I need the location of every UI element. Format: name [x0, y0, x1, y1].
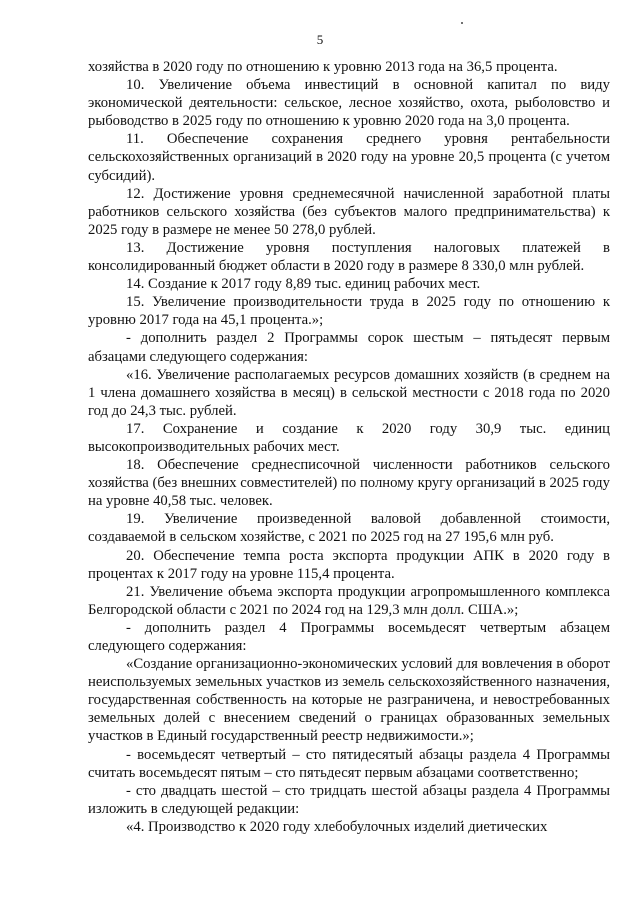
- paragraph-4: 12. Достижение уровня среднемесячной начисленной заработной платы работников сельского хозяйства (без субъектов малого предпринимательства) к 2025 году в размере не менее 50 278,0 рублей.: [88, 185, 610, 238]
- paragraph-8: - дополнить раздел 2 Программы сорок шестым – пятьдесят первым абзацами следующего содержания:: [88, 330, 610, 365]
- page-number: 5: [316, 32, 324, 47]
- document-body: [88, 58, 610, 836]
- paragraph-7: 15. Увеличение производительности труда в 2025 году по отношению к уровню 2017 года на 45,1 процента.»;: [88, 294, 610, 329]
- paragraph-1: хозяйства в 2020 году по отношению к уровню 2013 года на 36,5 процента.: [88, 59, 558, 75]
- paragraph-15: - дополнить раздел 4 Программы восемьдесят четвертым абзацем следующего содержания:: [88, 619, 610, 654]
- paragraph-11: 18. Обеспечение среднесписочной численности работников сельского хозяйства (без внешних совместителей) по полному кругу организаций в 2025 году на уровне 40,58 тыс. человек.: [88, 457, 610, 510]
- paragraph-19: «4. Производство к 2020 году хлебобулочных изделий диетических: [126, 818, 548, 835]
- paragraph-14: 21. Увеличение объема экспорта продукции агропромышленного комплекса Белгородской области с 2021 по 2024 год на 129,3 млн долл. США.»;: [88, 583, 610, 618]
- paragraph-9: «16. Увеличение располагаемых ресурсов домашних хозяйств (в среднем на 1 члена домашнего хозяйства в месяц) в сельской местности с 2018 года по 2020 год до 24,3 тыс. рублей.: [88, 366, 610, 419]
- paragraph-18: - сто двадцать шестой – сто тридцать шестой абзацы раздела 4 Программы изложить в следующей редакции:: [88, 782, 610, 817]
- paragraph-10: 17. Сохранение и создание к 2020 году 30,9 тыс. единиц высокопроизводительных рабочих мест.: [88, 420, 610, 455]
- paragraph-12: 19. Увеличение произведенной валовой добавленной стоимости, создаваемой в сельском хозяйстве, с 2021 по 2025 год на 27 195,6 млн руб.: [88, 511, 610, 546]
- paragraph-16: «Создание организационно-экономических условий для вовлечения в оборот неиспользуемых земельных участков из земель сельскохозяйственного назначения, государственная собственность на которые не разграничена, и невостребованных земельных долей с внесением сведений о границах образованных земельных участков в Единый государственный реестр недвижимости.»;: [88, 656, 610, 745]
- paragraph-17: - восемьдесят четвертый – сто пятидесятый абзацы раздела 4 Программы считать восемьдесят пятым – сто пятьдесят первым абзацами соответственно;: [88, 746, 610, 781]
- paragraph-6: 14. Создание к 2017 году 8,89 тыс. единиц рабочих мест.: [126, 276, 481, 293]
- paragraph-3: 11. Обеспечение сохранения среднего уровня рентабельности сельскохозяйственных организаций в 2020 году на уровне 20,5 процента (с учетом субсидий).: [88, 131, 610, 184]
- paragraph-5: 13. Достижение уровня поступления налоговых платежей в консолидированный бюджет области в 2020 году в размере 8 330,0 млн рублей.: [88, 239, 610, 275]
- paragraph-13: 20. Обеспечение темпа роста экспорта продукции АПК в 2020 году в процентах к 2017 году на уровне 115,4 процента.: [88, 547, 610, 582]
- scan-speck: [461, 22, 463, 24]
- paragraph-2: 10. Увеличение объема инвестиций в основной капитал по виду экономической деятельности: сельское, лесное хозяйство, охота, рыболовство и рыбоводство в 2025 году по отношению к уровню 2020 года на 3,0 процента.: [88, 77, 610, 130]
